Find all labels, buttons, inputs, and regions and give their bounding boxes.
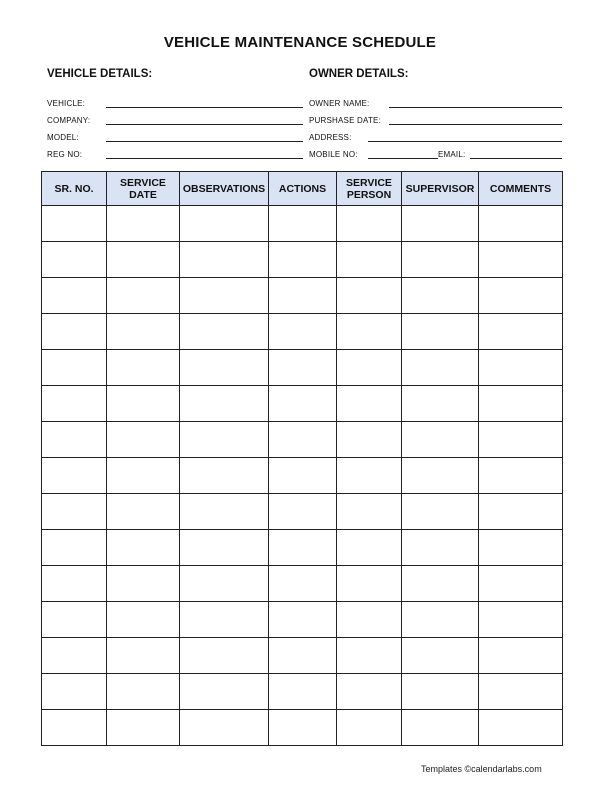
cell-supervisor[interactable] xyxy=(402,314,479,350)
cell-observations[interactable] xyxy=(180,602,269,638)
cell-comments[interactable] xyxy=(479,674,563,710)
model-input-line[interactable] xyxy=(106,133,303,142)
model-field[interactable] xyxy=(47,130,79,142)
cell-actions[interactable] xyxy=(269,206,337,242)
cell-actions[interactable] xyxy=(269,314,337,350)
table-row xyxy=(42,350,563,386)
cell-actions[interactable] xyxy=(269,566,337,602)
cell-comments[interactable] xyxy=(479,278,563,314)
col-header-actions: ACTIONS xyxy=(269,172,337,206)
address-field-label: ADDRESS: xyxy=(309,133,352,142)
cell-comments[interactable] xyxy=(479,530,563,566)
cell-supervisor[interactable] xyxy=(402,206,479,242)
cell-comments[interactable] xyxy=(479,206,563,242)
cell-observations[interactable] xyxy=(180,386,269,422)
cell-comments[interactable] xyxy=(479,494,563,530)
cell-service-person[interactable] xyxy=(337,674,402,710)
table-row xyxy=(42,242,563,278)
cell-actions[interactable] xyxy=(269,386,337,422)
cell-observations[interactable] xyxy=(180,458,269,494)
cell-service-person[interactable] xyxy=(337,494,402,530)
cell-sr-no[interactable] xyxy=(42,494,107,530)
cell-service-date[interactable] xyxy=(107,350,180,386)
cell-actions[interactable] xyxy=(269,674,337,710)
cell-sr-no[interactable] xyxy=(42,242,107,278)
cell-service-person[interactable] xyxy=(337,530,402,566)
cell-comments[interactable] xyxy=(479,602,563,638)
owner-name-input-line[interactable] xyxy=(389,99,562,108)
table-row xyxy=(42,710,563,746)
cell-sr-no[interactable] xyxy=(42,206,107,242)
reg-no-input-line[interactable] xyxy=(106,150,303,159)
table-body xyxy=(42,206,563,746)
cell-actions[interactable] xyxy=(269,242,337,278)
cell-sr-no[interactable] xyxy=(42,314,107,350)
cell-comments[interactable] xyxy=(479,386,563,422)
cell-service-date[interactable] xyxy=(107,674,180,710)
cell-service-person[interactable] xyxy=(337,422,402,458)
cell-service-date[interactable] xyxy=(107,494,180,530)
cell-supervisor[interactable] xyxy=(402,422,479,458)
cell-actions[interactable] xyxy=(269,530,337,566)
email-input-line[interactable] xyxy=(470,150,562,159)
cell-service-date[interactable] xyxy=(107,386,180,422)
cell-sr-no[interactable] xyxy=(42,710,107,746)
table-header-row xyxy=(42,172,563,206)
cell-service-person[interactable] xyxy=(337,314,402,350)
cell-service-date[interactable] xyxy=(107,710,180,746)
table-row xyxy=(42,278,563,314)
vehicle-input-line[interactable] xyxy=(106,99,303,108)
cell-service-person[interactable] xyxy=(337,602,402,638)
cell-supervisor[interactable] xyxy=(402,278,479,314)
cell-service-person[interactable] xyxy=(337,386,402,422)
cell-actions[interactable] xyxy=(269,638,337,674)
table-row xyxy=(42,422,563,458)
col-header-service-date: SERVICE DATE xyxy=(107,172,180,206)
cell-observations[interactable] xyxy=(180,206,269,242)
cell-actions[interactable] xyxy=(269,494,337,530)
cell-supervisor[interactable] xyxy=(402,350,479,386)
table-row xyxy=(42,566,563,602)
col-header-supervisor: SUPERVISOR xyxy=(402,172,479,206)
vehicle-field-label: VEHICLE: xyxy=(47,99,86,108)
cell-sr-no[interactable] xyxy=(42,386,107,422)
cell-observations[interactable] xyxy=(180,494,269,530)
footer-credit: Templates ©calendarlabs.com xyxy=(421,764,542,774)
cell-service-person[interactable] xyxy=(337,242,402,278)
cell-supervisor[interactable] xyxy=(402,674,479,710)
cell-actions[interactable] xyxy=(269,422,337,458)
reg-no-field[interactable] xyxy=(47,147,82,159)
col-header-comments: COMMENTS xyxy=(479,172,563,206)
owner-details-heading: OWNER DETAILS: xyxy=(309,68,409,80)
table-row xyxy=(42,314,563,350)
vehicle-field[interactable] xyxy=(47,96,85,108)
cell-service-person[interactable] xyxy=(337,638,402,674)
cell-service-date[interactable] xyxy=(107,458,180,494)
cell-actions[interactable] xyxy=(269,278,337,314)
cell-service-date[interactable] xyxy=(107,314,180,350)
mobile-no-input-line[interactable] xyxy=(368,150,438,159)
cell-service-person[interactable] xyxy=(337,710,402,746)
table-row xyxy=(42,494,563,530)
cell-sr-no[interactable] xyxy=(42,422,107,458)
cell-comments[interactable] xyxy=(479,638,563,674)
cell-service-person[interactable] xyxy=(337,458,402,494)
company-input-line[interactable] xyxy=(106,116,303,125)
cell-supervisor[interactable] xyxy=(402,386,479,422)
cell-observations[interactable] xyxy=(180,638,269,674)
cell-supervisor[interactable] xyxy=(402,494,479,530)
cell-service-date[interactable] xyxy=(107,422,180,458)
cell-service-person[interactable] xyxy=(337,350,402,386)
maintenance-table-container xyxy=(41,171,562,746)
cell-service-date[interactable] xyxy=(107,206,180,242)
cell-service-person[interactable] xyxy=(337,278,402,314)
cell-comments[interactable] xyxy=(479,566,563,602)
address-field[interactable] xyxy=(309,130,352,142)
cell-supervisor[interactable] xyxy=(402,566,479,602)
cell-comments[interactable] xyxy=(479,422,563,458)
cell-observations[interactable] xyxy=(180,710,269,746)
purchase-date-field-label: PURSHASE DATE: xyxy=(309,116,381,125)
email-field-label: EMAIL: xyxy=(438,150,466,159)
col-header-sr-no: SR. NO. xyxy=(42,172,107,206)
mobile-no-field[interactable] xyxy=(309,147,466,159)
cell-sr-no[interactable] xyxy=(42,458,107,494)
cell-service-date[interactable] xyxy=(107,242,180,278)
cell-supervisor[interactable] xyxy=(402,602,479,638)
purchase-date-field[interactable] xyxy=(309,113,381,125)
vehicle-details-heading: VEHICLE DETAILS: xyxy=(47,68,153,80)
cell-observations[interactable] xyxy=(180,530,269,566)
cell-actions[interactable] xyxy=(269,350,337,386)
owner-name-field-label: OWNER NAME: xyxy=(309,99,370,108)
reg-no-field-label: REG NO: xyxy=(47,150,83,159)
cell-service-person[interactable] xyxy=(337,566,402,602)
page-title: VEHICLE MAINTENANCE SCHEDULE xyxy=(163,34,437,51)
cell-sr-no[interactable] xyxy=(42,278,107,314)
table-row xyxy=(42,638,563,674)
cell-comments[interactable] xyxy=(479,242,563,278)
cell-supervisor[interactable] xyxy=(402,458,479,494)
mobile-no-field-label: MOBILE NO: xyxy=(309,150,358,159)
cell-observations[interactable] xyxy=(180,314,269,350)
cell-supervisor[interactable] xyxy=(402,710,479,746)
cell-actions[interactable] xyxy=(269,458,337,494)
cell-sr-no[interactable] xyxy=(42,350,107,386)
cell-sr-no[interactable] xyxy=(42,566,107,602)
address-input-line[interactable] xyxy=(368,133,562,142)
cell-sr-no[interactable] xyxy=(42,638,107,674)
cell-observations[interactable] xyxy=(180,242,269,278)
cell-actions[interactable] xyxy=(269,602,337,638)
cell-observations[interactable] xyxy=(180,674,269,710)
cell-sr-no[interactable] xyxy=(42,530,107,566)
table-row xyxy=(42,386,563,422)
cell-observations[interactable] xyxy=(180,422,269,458)
purchase-date-input-line[interactable] xyxy=(389,116,562,125)
col-header-observations: OBSERVATIONS xyxy=(180,172,269,206)
table-row xyxy=(42,206,563,242)
cell-service-date[interactable] xyxy=(107,638,180,674)
model-field-label: MODEL: xyxy=(47,133,79,142)
cell-comments[interactable] xyxy=(479,458,563,494)
cell-supervisor[interactable] xyxy=(402,638,479,674)
cell-supervisor[interactable] xyxy=(402,530,479,566)
maintenance-table xyxy=(41,171,563,746)
cell-actions[interactable] xyxy=(269,710,337,746)
cell-comments[interactable] xyxy=(479,710,563,746)
cell-observations[interactable] xyxy=(180,278,269,314)
cell-service-date[interactable] xyxy=(107,566,180,602)
table-row xyxy=(42,458,563,494)
cell-service-date[interactable] xyxy=(107,530,180,566)
company-field[interactable] xyxy=(47,113,90,125)
cell-observations[interactable] xyxy=(180,566,269,602)
cell-service-date[interactable] xyxy=(107,278,180,314)
col-header-service-person: SERVICE PERSON xyxy=(337,172,402,206)
company-field-label: COMPANY: xyxy=(47,116,91,125)
cell-sr-no[interactable] xyxy=(42,674,107,710)
owner-name-field[interactable] xyxy=(309,96,369,108)
cell-supervisor[interactable] xyxy=(402,242,479,278)
table-row xyxy=(42,674,563,710)
cell-observations[interactable] xyxy=(180,350,269,386)
cell-service-date[interactable] xyxy=(107,602,180,638)
table-row xyxy=(42,530,563,566)
table-row xyxy=(42,602,563,638)
cell-comments[interactable] xyxy=(479,314,563,350)
cell-sr-no[interactable] xyxy=(42,602,107,638)
cell-service-person[interactable] xyxy=(337,206,402,242)
cell-comments[interactable] xyxy=(479,350,563,386)
